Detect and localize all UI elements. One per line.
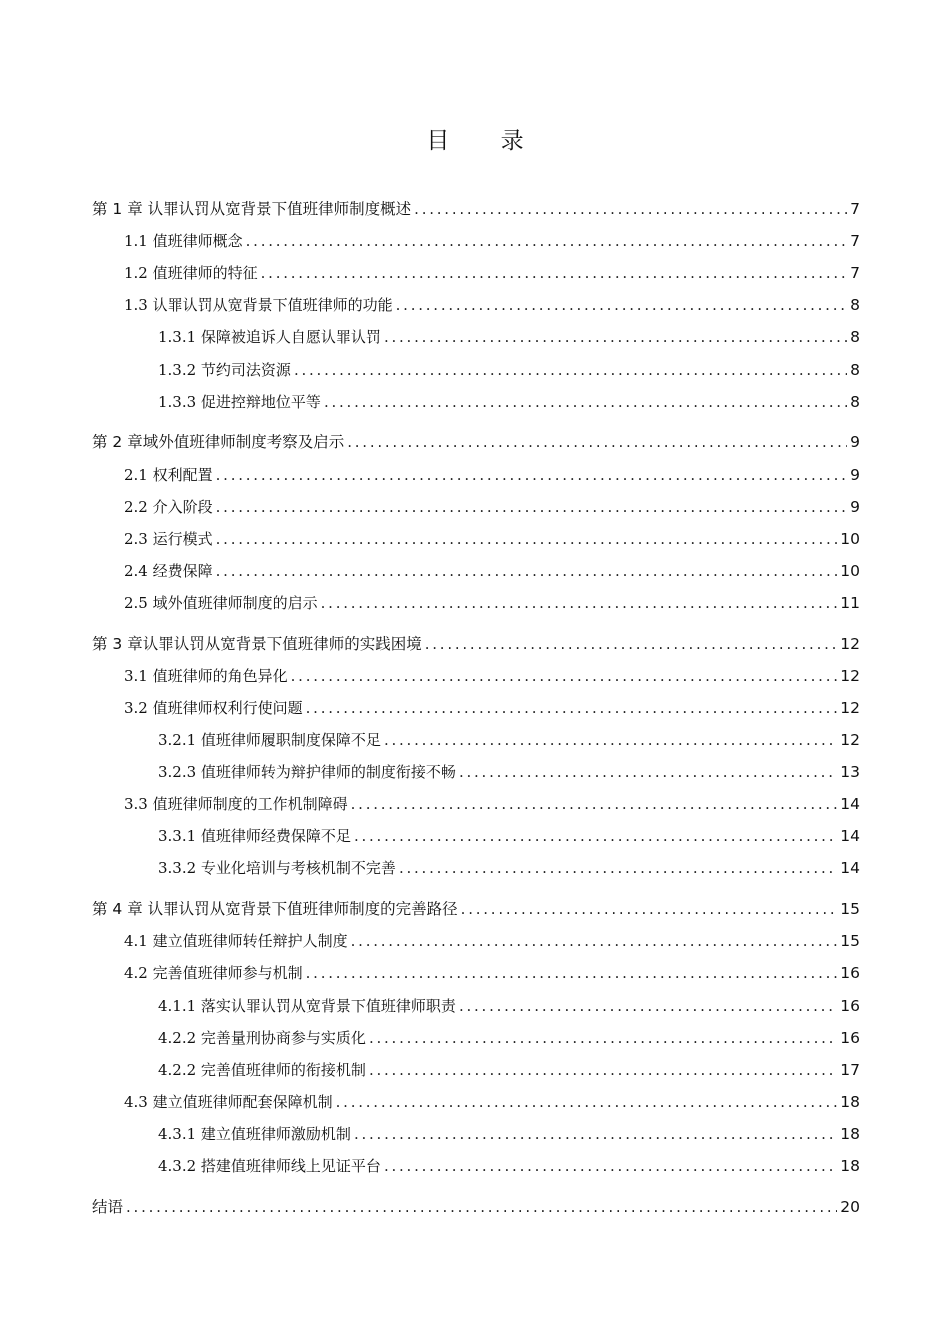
- dot-leader: [384, 729, 837, 751]
- toc-entry-label: 4.2.2 完善值班律师的衔接机制: [158, 1060, 366, 1079]
- toc-entry[interactable]: [92, 526, 860, 550]
- toc-entry-label: 2.5 域外值班律师制度的启示: [124, 593, 318, 612]
- dot-leader: [459, 995, 837, 1017]
- toc-entry[interactable]: [92, 590, 860, 614]
- toc-entry[interactable]: [92, 558, 860, 582]
- toc-entry[interactable]: [92, 823, 860, 847]
- toc-entry-page-number: 9: [850, 433, 860, 452]
- dot-leader: [324, 391, 847, 413]
- dot-leader: [384, 1155, 837, 1177]
- toc-entry-page-number: 12: [840, 634, 860, 653]
- dot-leader: [354, 1123, 837, 1145]
- toc-entry-label: 1.3 认罪认罚从宽背景下值班律师的功能: [124, 296, 393, 315]
- toc-entry[interactable]: [92, 1057, 860, 1081]
- dot-leader: [354, 825, 837, 847]
- toc-entry-page-number: 18: [840, 1092, 860, 1111]
- toc-entry-label: 4.2.2 完善量刑协商参与实质化: [158, 1028, 366, 1047]
- dot-leader: [459, 761, 837, 783]
- toc-entry-page-number: 15: [840, 932, 860, 951]
- dot-leader: [396, 294, 847, 316]
- toc-entry-label: 1.3.1 保障被追诉人自愿认罪认罚: [158, 328, 381, 347]
- dot-leader: [306, 962, 838, 984]
- toc-entry-label: 4.1.1 落实认罪认罚从宽背景下值班律师职责: [158, 996, 456, 1015]
- toc-entry-page-number: 16: [840, 1028, 860, 1047]
- dot-leader: [294, 359, 847, 381]
- toc-entry-label: 第 3 章认罪认罚从宽背景下值班律师的实践困境: [92, 634, 422, 653]
- toc-entry[interactable]: [92, 928, 860, 952]
- toc-entry-page-number: 20: [840, 1197, 860, 1216]
- toc-entry-label: 4.3.1 建立值班律师激励机制: [158, 1124, 351, 1143]
- toc-entry[interactable]: [92, 228, 860, 252]
- toc-entry-label: 第 1 章 认罪认罚从宽背景下值班律师制度概述: [92, 200, 412, 218]
- dot-leader: [291, 665, 838, 687]
- toc-entry-page-number: 16: [840, 996, 860, 1015]
- toc-entry-page-number: 9: [850, 465, 860, 484]
- toc-entry[interactable]: [92, 1025, 860, 1049]
- toc-entry[interactable]: [92, 1194, 860, 1218]
- toc-entry-page-number: 7: [850, 200, 860, 218]
- toc-entry-page-number: 10: [840, 561, 860, 580]
- dot-leader: [216, 496, 847, 518]
- dot-leader: [216, 464, 847, 486]
- toc-entry-page-number: 14: [840, 827, 860, 846]
- toc-entry-label: 4.3.2 搭建值班律师线上见证平台: [158, 1157, 381, 1175]
- toc-entry-page-number: 12: [840, 698, 860, 717]
- toc-entry-label: 3.3.2 专业化培训与考核机制不完善: [158, 859, 396, 878]
- toc-entry-label: 4.3 建立值班律师配套保障机制: [124, 1092, 333, 1111]
- toc-entry[interactable]: [92, 855, 860, 879]
- toc-entry[interactable]: [92, 196, 860, 220]
- toc-entry-page-number: 17: [840, 1060, 860, 1079]
- dot-leader: [126, 1196, 837, 1218]
- toc-entry-page-number: 16: [840, 964, 860, 983]
- toc-entry[interactable]: [92, 896, 860, 920]
- toc-entry-label: 第 2 章域外值班律师制度考察及启示: [92, 433, 345, 452]
- toc-entry-label: 2.2 介入阶段: [124, 497, 213, 516]
- dot-leader: [347, 431, 847, 453]
- dot-leader: [246, 230, 847, 252]
- toc-entry[interactable]: [92, 759, 860, 783]
- toc-entry-page-number: 8: [850, 296, 860, 315]
- toc-entry[interactable]: [92, 695, 860, 719]
- toc-entry-page-number: 9: [850, 497, 860, 516]
- toc-entry-label: 2.4 经费保障: [124, 561, 213, 580]
- dot-leader: [351, 930, 838, 952]
- dot-leader: [261, 262, 847, 284]
- toc-entry-page-number: 15: [840, 900, 860, 919]
- dot-leader: [414, 198, 847, 220]
- toc-entry-label: 1.3.3 促进控辩地位平等: [158, 392, 321, 411]
- toc-entry-page-number: 18: [840, 1124, 860, 1143]
- toc-entry-page-number: 8: [850, 328, 860, 347]
- toc-entry[interactable]: [92, 727, 860, 751]
- dot-leader: [369, 1059, 837, 1081]
- toc-entry[interactable]: [92, 429, 860, 453]
- toc-entry-label: 3.2.3 值班律师转为辩护律师的制度衔接不畅: [158, 763, 456, 782]
- toc-entry-page-number: 14: [840, 795, 860, 814]
- toc-entry[interactable]: [92, 292, 860, 316]
- dot-leader: [369, 1027, 837, 1049]
- toc-entry-page-number: 12: [840, 731, 860, 749]
- toc-entry-label: 3.2.1 值班律师履职制度保障不足: [158, 731, 381, 749]
- toc-entry[interactable]: [92, 631, 860, 655]
- dot-leader: [336, 1091, 838, 1113]
- toc-entry[interactable]: [92, 357, 860, 381]
- toc-entry[interactable]: [92, 389, 860, 413]
- toc-entry-page-number: 8: [850, 360, 860, 379]
- toc-entry-page-number: 8: [850, 392, 860, 411]
- toc-entry-label: 2.3 运行模式: [124, 529, 213, 548]
- toc-entry-label: 3.3 值班律师制度的工作机制障碍: [124, 795, 348, 814]
- toc-entry-label: 3.3.1 值班律师经费保障不足: [158, 827, 351, 846]
- toc-entry[interactable]: [92, 494, 860, 518]
- toc-entry-label: 1.3.2 节约司法资源: [158, 360, 291, 379]
- toc-entry-page-number: 7: [850, 232, 860, 251]
- toc-entry-label: 2.1 权利配置: [124, 465, 213, 484]
- dot-leader: [461, 898, 838, 920]
- toc-entry-label: 4.1 建立值班律师转任辩护人制度: [124, 932, 348, 951]
- toc-entry[interactable]: [92, 324, 860, 348]
- dot-leader: [351, 793, 838, 815]
- dot-leader: [384, 326, 847, 348]
- dot-leader: [216, 528, 838, 550]
- toc-entry-page-number: 10: [840, 529, 860, 548]
- toc-entry[interactable]: [92, 993, 860, 1017]
- toc-entry[interactable]: [92, 1089, 860, 1113]
- toc-entry-label: 第 4 章 认罪认罚从宽背景下值班律师制度的完善路径: [92, 900, 458, 919]
- dot-leader: [425, 633, 838, 655]
- toc-entry-page-number: 12: [840, 666, 860, 685]
- toc-entry[interactable]: [92, 791, 860, 815]
- toc-entry[interactable]: [92, 960, 860, 984]
- dot-leader: [399, 857, 837, 879]
- toc-entry[interactable]: [92, 462, 860, 486]
- dot-leader: [216, 560, 838, 582]
- toc-entry-page-number: 18: [840, 1157, 860, 1175]
- toc-entry[interactable]: [92, 1121, 860, 1145]
- toc-entry[interactable]: [92, 663, 860, 687]
- toc-entry-label: 4.2 完善值班律师参与机制: [124, 964, 303, 983]
- toc-entry-label: 结语: [92, 1197, 124, 1216]
- toc-entry[interactable]: [92, 260, 860, 284]
- toc-entry-page-number: 11: [840, 593, 860, 612]
- dot-leader: [321, 592, 838, 614]
- toc-entry-label: 3.2 值班律师权利行使问题: [124, 698, 303, 717]
- toc-entry-page-number: 14: [840, 859, 860, 878]
- toc-entry-label: 1.2 值班律师的特征: [124, 264, 258, 283]
- toc-entry-page-number: 13: [840, 763, 860, 782]
- toc-entry-label: 3.1 值班律师的角色异化: [124, 666, 288, 685]
- toc-entry[interactable]: [92, 1153, 860, 1177]
- page-title: 目 录: [426, 128, 546, 154]
- toc-entry-label: 1.1 值班律师概念: [124, 232, 243, 251]
- dot-leader: [306, 697, 838, 719]
- toc-entry-page-number: 7: [850, 264, 860, 283]
